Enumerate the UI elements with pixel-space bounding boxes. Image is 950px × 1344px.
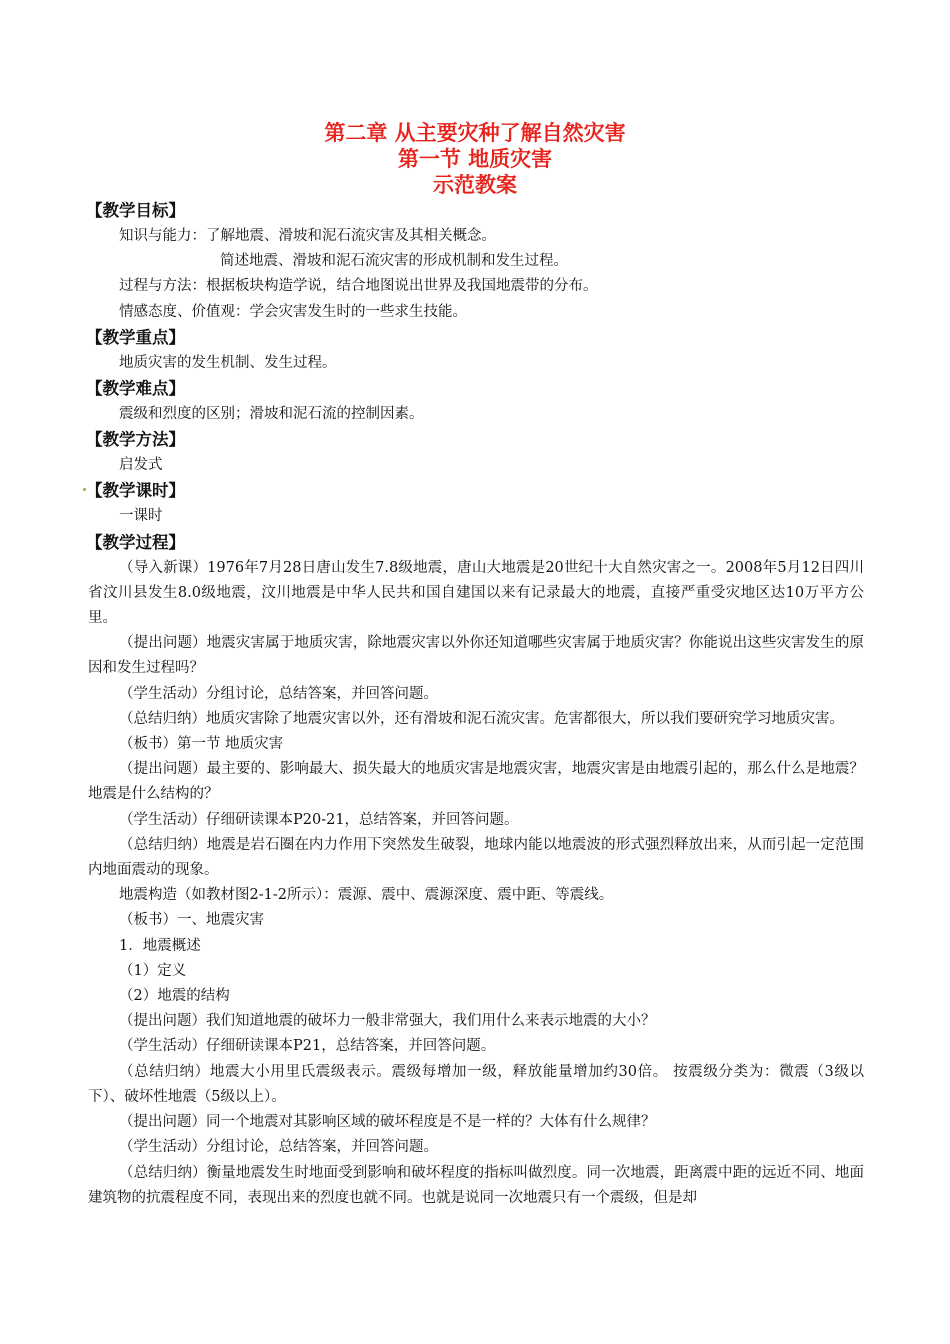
hours-text: 一课时 — [119, 508, 163, 525]
key-points-heading: 【教学重点】 — [86, 327, 185, 347]
difficulties-text: 震级和烈度的区别；滑坡和泥石流的控制因素。 — [119, 406, 424, 423]
process-paragraph: 地震构造（如教材图2-1-2所示）：震源、震中、震源深度、震中距、等震线。 — [119, 887, 614, 904]
process-paragraph: （提出问题）同一个地震对其影响区域的破坏程度是不是一样的？大体有什么规律？ — [119, 1114, 656, 1131]
process-paragraph: （总结归纳）地震大小用里氏震级表示。震级每增加一级，释放能量增加约30倍。 按震级分类为：微震（3级以下）、破坏性地震（5级以上）。 — [88, 1063, 864, 1105]
process-paragraph: 1．地震概述 — [119, 937, 201, 954]
process-paragraph: （导入新课）1976年7月28日唐山发生7.8级地震，唐山大地震是20世纪十大自然灾害之一。2008年5月12日四川省汶川县发生8.0级地震，汶川地震是中华人民共和国自建国以来有记录最大的地震，直接严重受灾地区达10万平方公里。 — [88, 559, 864, 627]
process-paragraph: （学生活动）仔细研读课本P20-21，总结答案，并回答问题。 — [119, 811, 519, 828]
document-body — [88, 198, 864, 1211]
process-paragraph: （学生活动）仔细研读课本P21，总结答案，并回答问题。 — [119, 1038, 496, 1055]
method-heading: 【教学方法】 — [86, 430, 185, 450]
section-title: 第一节 地质灾害 — [397, 147, 553, 171]
process-paragraph: （板书）第一节 地质灾害 — [119, 736, 284, 753]
goal-process: 过程与方法：根据板块构造学说，结合地图说出世界及我国地震带的分布。 — [119, 278, 598, 295]
process-paragraph: （1）定义 — [119, 962, 187, 979]
method-text: 启发式 — [119, 457, 163, 474]
key-points-text: 地质灾害的发生机制、发生过程。 — [119, 354, 337, 371]
process-paragraph: （提出问题）最主要的、影响最大、损失最大的地质灾害是地震灾害，地震灾害是由地震引起的，那么什么是地震？地震是什么结构的？ — [88, 761, 864, 803]
process-paragraph: （提出问题）我们知道地震的破坏力一般非常强大，我们用什么来表示地震的大小？ — [119, 1013, 656, 1030]
process-paragraph: （2）地震的结构 — [119, 988, 230, 1005]
process-paragraph: （学生活动）分组讨论，总结答案，并回答问题。 — [119, 685, 438, 702]
goal-emotion: 情感态度、价值观：学会灾害发生时的一些求生技能。 — [119, 303, 467, 320]
title-block — [0, 120, 950, 198]
chapter-title: 第二章 从主要灾种了解自然灾害 — [324, 121, 626, 145]
process-paragraph: （总结归纳）地质灾害除了地震灾害以外，还有滑坡和泥石流灾害。危害都很大，所以我们要研究学习地质灾害。 — [119, 710, 844, 727]
goal-knowledge-2: 简述地震、滑坡和泥石流灾害的形成机制和发生过程。 — [220, 253, 568, 270]
goal-knowledge-1: 知识与能力：了解地震、滑坡和泥石流灾害及其相关概念。 — [119, 228, 496, 244]
hours-heading-label: 【教学课时】 — [86, 481, 185, 501]
process-heading: 【教学过程】 — [86, 532, 185, 552]
process-paragraph: （总结归纳）衡量地震发生时地面受到影响和破坏程度的指标叫做烈度。同一次地震，距离震中距的远近不同、地面建筑物的抗震程度不同，表现出来的烈度也就不同。也就是说同一次地震只有一个震级，但是却 — [88, 1164, 864, 1206]
goals-heading: 【教学目标】 — [86, 201, 185, 220]
process-paragraph: （学生活动）分组讨论，总结答案，并回答问题。 — [119, 1139, 438, 1156]
process-paragraph: （板书）一、地震灾害 — [119, 912, 264, 929]
difficulties-heading: 【教学难点】 — [86, 379, 185, 399]
process-paragraph: （总结归纳）地震是岩石圈在内力作用下突然发生破裂，地球内能以地震波的形式强烈释放出来，从而引起一定范围内地面震动的现象。 — [88, 836, 864, 879]
doc-type-title: 示范教案 — [433, 173, 517, 197]
hours-heading — [86, 478, 864, 504]
process-paragraph: （提出问题）地震灾害属于地质灾害，除地震灾害以外你还知道哪些灾害属于地质灾害？你能说出这些灾害发生的原因和发生过程吗？ — [88, 635, 864, 677]
